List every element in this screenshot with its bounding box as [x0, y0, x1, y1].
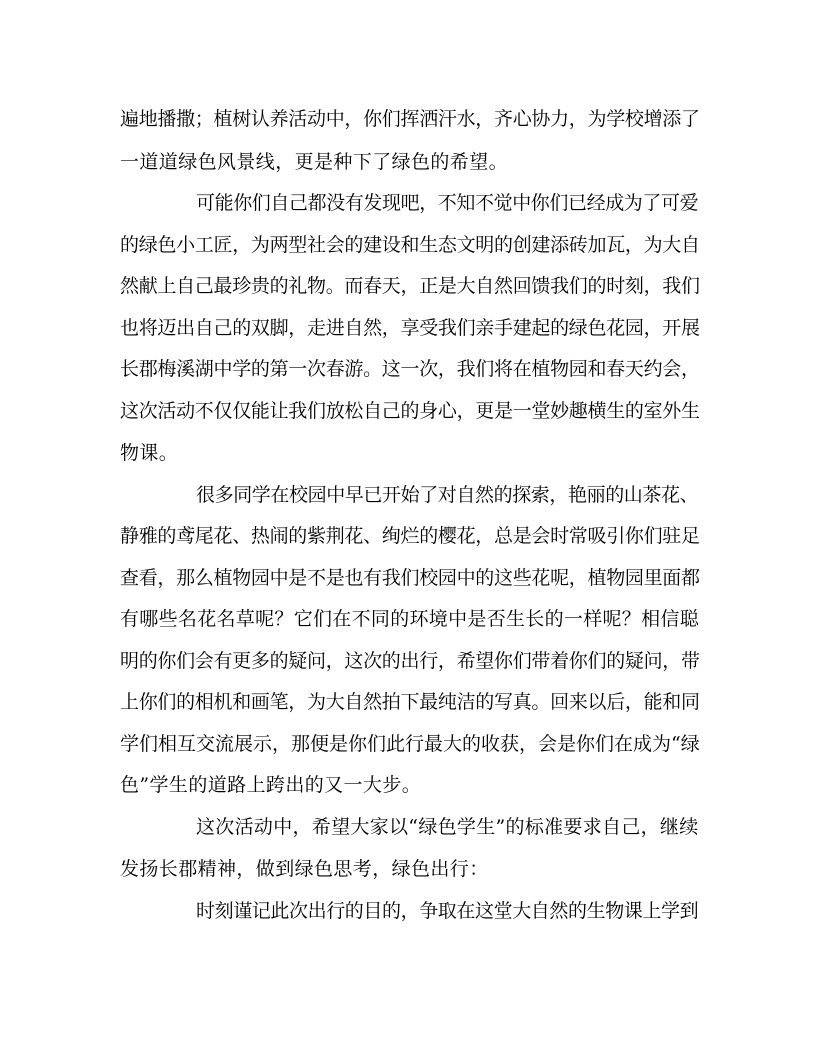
paragraph-line: 一道道绿色风景线，更是种下了绿色的希望。	[120, 151, 509, 173]
paragraph-line: 明的你们会有更多的疑问，这次的出行，希望你们带着你们的疑问，带	[120, 650, 700, 672]
paragraph-line: 物课。	[120, 442, 179, 464]
paragraph-line: 上你们的相机和画笔，为大自然拍下最纯洁的写真。回来以后，能和同	[120, 691, 700, 713]
paragraph-first-line: 可能你们自己都没有发现吧，不知不觉中你们已经成为了可爱	[196, 192, 699, 214]
paragraph-line: 静雅的鸢尾花、热闹的紫荆花、绚烂的樱花，总是会时常吸引你们驻足	[120, 525, 700, 547]
paragraph-line: 学们相互交流展示，那便是你们此行最大的收获，会是你们在成为“绿	[120, 733, 700, 755]
paragraph-first-line: 这次活动中，希望大家以“绿色学生”的标准要求自己，继续	[196, 816, 699, 838]
paragraph-line: 查看，那么植物园中是不是也有我们校园中的这些花呢，植物园里面都	[120, 567, 700, 589]
paragraph-line: 然献上自己最珍贵的礼物。而春天，正是大自然回馈我们的时刻，我们	[120, 275, 700, 297]
paragraph-line: 的绿色小工匠，为两型社会的建设和生态文明的创建添砖加瓦，为大自	[120, 234, 700, 256]
paragraph-line: 遍地播撒；植树认养活动中，你们挥洒汗水，齐心协力，为学校增添了	[120, 108, 700, 130]
paragraph-line: 色”学生的道路上跨出的又一大步。	[120, 774, 422, 796]
paragraph-first-line: 时刻谨记此次出行的目的，争取在这堂大自然的生物课上学到	[196, 900, 699, 922]
paragraph-first-line: 很多同学在校园中早已开始了对自然的探索，艳丽的山茶花、	[196, 484, 699, 506]
paragraph-line: 长郡梅溪湖中学的第一次春游。这一次，我们将在植物园和春天约会，	[120, 358, 700, 380]
paragraph-line: 这次活动不仅仅能让我们放松自己的身心，更是一堂妙趣横生的室外生	[120, 400, 700, 422]
paragraph-line: 也将迈出自己的双脚，走进自然，享受我们亲手建起的绿色花园，开展	[120, 317, 700, 339]
paragraph-line: 有哪些名花名草呢？它们在不同的环境中是否生长的一样呢？相信聪	[120, 608, 700, 630]
paragraph-line: 发扬长郡精神，做到绿色思考，绿色出行：	[120, 858, 489, 880]
